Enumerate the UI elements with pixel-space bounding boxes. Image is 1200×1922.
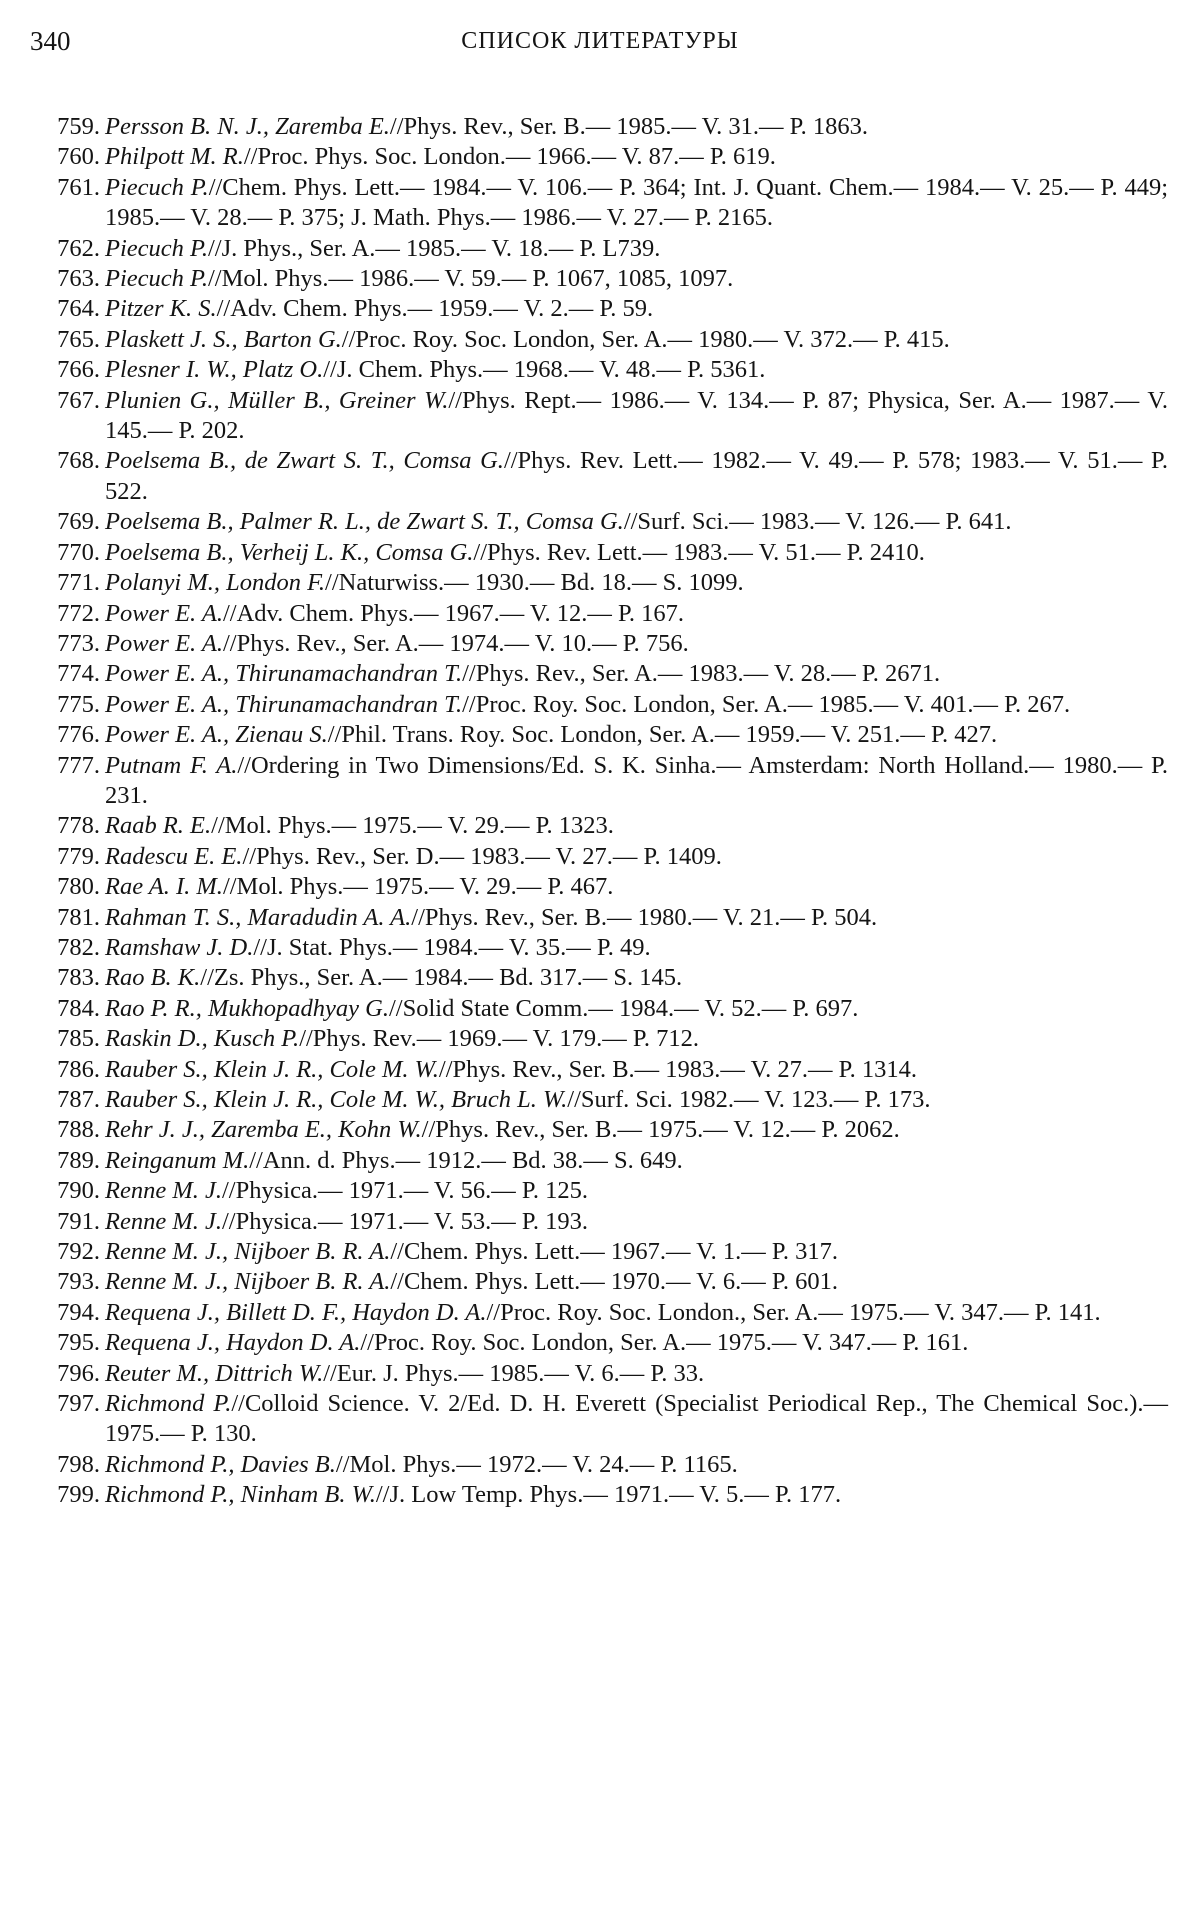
reference-source: //Chem. Phys. Lett.— 1984.— V. 106.— P. 364; Int. J. Quant. Chem.— 1984.— V. 25.— P. 449; 1985.— V. 28.— P. 375; J. Math. Phys.— 1986.— V. 27.— P. 2165.	[105, 173, 1169, 232]
reference-authors: Piecuch P.	[105, 265, 208, 293]
reference-number: 790.	[57, 1177, 100, 1205]
reference-number: 774.	[57, 660, 100, 688]
reference-source: //Ann. d. Phys.— 1912.— Bd. 38.— S. 649.	[249, 1146, 683, 1174]
reference-entry	[28, 538, 1168, 568]
reference-source: //Proc. Roy. Soc. London, Ser. A.— 1975.— V. 347.— P. 161.	[360, 1329, 969, 1357]
reference-authors: Poelsema B., Verheij L. K., Comsa G.	[105, 538, 474, 566]
reference-entry	[28, 1359, 1168, 1389]
reference-authors: Radescu E. E.	[105, 842, 243, 870]
reference-authors: Poelsema B., de Zwart S. T., Comsa G.	[105, 447, 504, 475]
reference-entry	[28, 903, 1168, 933]
reference-number: 798.	[57, 1450, 100, 1478]
reference-authors: Plaskett J. S., Barton G.	[105, 325, 342, 353]
reference-authors: Ramshaw J. D.	[105, 933, 254, 961]
reference-source: //Zs. Phys., Ser. A.— 1984.— Bd. 317.— S. 145.	[200, 964, 683, 992]
reference-authors: Renne M. J., Nijboer B. R. A.	[105, 1238, 391, 1266]
reference-source: //Chem. Phys. Lett.— 1970.— V. 6.— P. 601.	[390, 1268, 838, 1296]
reference-source: //Surf. Sci.— 1983.— V. 126.— P. 641.	[623, 508, 1012, 536]
reference-number: 767.	[57, 386, 100, 414]
reference-number: 782.	[57, 933, 100, 961]
reference-number: 786.	[57, 1055, 100, 1083]
reference-authors: Poelsema B., Palmer R. L., de Zwart S. T., Comsa G.	[105, 508, 624, 536]
reference-number: 770.	[57, 538, 100, 566]
reference-number: 787.	[57, 1086, 100, 1113]
reference-number: 789.	[57, 1146, 100, 1174]
reference-source: //Proc. Phys. Soc. London.— 1966.— V. 87.— P. 619.	[243, 143, 776, 171]
reference-number: 773.	[57, 629, 100, 657]
reference-source: //Phys. Rev., Ser. B.— 1983.— V. 27.— P. 1314.	[438, 1055, 917, 1083]
reference-number: 793.	[57, 1268, 100, 1296]
reference-number: 760.	[57, 143, 100, 171]
reference-entry	[28, 1267, 1168, 1297]
reference-entry	[28, 811, 1168, 841]
reference-authors: Raab R. E.	[105, 812, 212, 840]
reference-number: 759.	[57, 113, 100, 140]
reference-source: //J. Chem. Phys.— 1968.— V. 48.— P. 5361.	[323, 356, 766, 384]
reference-authors: Rehr J. J., Zaremba E., Kohn W.	[105, 1116, 422, 1144]
reference-authors: Plunien G., Müller B., Greiner W.	[105, 386, 449, 414]
reference-authors: Rao P. R., Mukhopadhyay G.	[105, 994, 389, 1022]
reference-number: 772.	[57, 599, 100, 627]
reference-source: //Adv. Chem. Phys.— 1967.— V. 12.— P. 167.	[222, 599, 684, 627]
reference-authors: Power E. A., Thirunamachandran T.	[105, 690, 463, 718]
reference-source: //Surf. Sci. 1982.— V. 123.— P. 173.	[567, 1086, 931, 1113]
reference-entry	[28, 1207, 1168, 1237]
reference-entry	[28, 507, 1168, 537]
reference-authors: Renne M. J., Nijboer B. R. A.	[105, 1268, 391, 1296]
reference-authors: Renne M. J.	[105, 1177, 222, 1205]
reference-authors: Power E. A.	[105, 599, 223, 627]
reference-number: 775.	[57, 690, 100, 718]
reference-authors: Power E. A., Zienau S.	[105, 721, 328, 749]
reference-authors: Richmond P.	[105, 1390, 232, 1418]
reference-source: //Phys. Rept.— 1986.— V. 134.— P. 87; Physica, Ser. A.— 1987.— V. 145.— P. 202.	[105, 386, 1168, 445]
reference-entry	[28, 1085, 1168, 1115]
reference-entry	[28, 264, 1168, 294]
reference-entry	[28, 386, 1168, 447]
reference-authors: Rahman T. S., Maradudin A. A.	[105, 903, 412, 931]
reference-authors: Rae A. I. M.	[105, 873, 223, 901]
reference-number: 792.	[57, 1238, 100, 1266]
reference-authors: Power E. A., Thirunamachandran T.	[105, 660, 463, 688]
reference-source: //Phys. Rev., Ser. B.— 1975.— V. 12.— P. 2062.	[421, 1116, 900, 1144]
reference-entry	[28, 1024, 1168, 1054]
reference-source: //Ordering in Two Dimensions/Ed. S. K. Sinha.— Amsterdam: North Holland.— 1980.— P. 231.	[105, 751, 1169, 809]
reference-entry	[28, 842, 1168, 872]
reference-source: //Naturwiss.— 1930.— Bd. 18.— S. 1099.	[325, 569, 744, 597]
reference-source: //Mol. Phys.— 1986.— V. 59.— P. 1067, 1085, 1097.	[207, 265, 734, 293]
reference-entry	[28, 112, 1168, 142]
reference-source: //Chem. Phys. Lett.— 1967.— V. 1.— P. 317.	[390, 1238, 838, 1266]
reference-entry	[28, 1298, 1168, 1328]
reference-authors: Piecuch P.	[105, 234, 208, 262]
reference-entry	[28, 325, 1168, 355]
reference-source: //Proc. Roy. Soc. London, Ser. A.— 1980.— V. 372.— P. 415.	[341, 325, 950, 353]
reference-entry	[28, 1389, 1168, 1450]
reference-entry	[28, 173, 1168, 234]
reference-entry	[28, 1328, 1168, 1358]
reference-number: 761.	[57, 173, 100, 201]
reference-number: 797.	[57, 1390, 100, 1418]
reference-number: 765.	[57, 325, 100, 353]
reference-entry	[28, 1146, 1168, 1176]
reference-authors: Renne M. J.	[105, 1207, 222, 1235]
reference-number: 788.	[57, 1116, 100, 1144]
reference-authors: Reuter M., Dittrich W.	[105, 1359, 324, 1387]
reference-authors: Polanyi M., London F.	[105, 569, 326, 597]
reference-number: 784.	[57, 994, 100, 1022]
reference-number: 795.	[57, 1329, 100, 1357]
reference-source: //Mol. Phys.— 1975.— V. 29.— P. 1323.	[211, 812, 614, 840]
reference-source: //Proc. Roy. Soc. London., Ser. A.— 1975.— V. 347.— P. 141.	[486, 1298, 1101, 1326]
reference-authors: Reinganum M.	[105, 1146, 250, 1174]
reference-source: //Phys. Rev. Lett.— 1983.— V. 51.— P. 2410.	[473, 538, 925, 566]
reference-number: 796.	[57, 1359, 100, 1387]
reference-entry	[28, 446, 1168, 507]
reference-number: 768.	[57, 447, 100, 475]
reference-number: 785.	[57, 1025, 100, 1053]
reference-entry	[28, 234, 1168, 264]
reference-authors: Plesner I. W., Platz O.	[105, 356, 324, 384]
reference-authors: Rauber S., Klein J. R., Cole M. W.	[105, 1055, 439, 1083]
reference-entry	[28, 1237, 1168, 1267]
reference-authors: Persson B. N. J., Zaremba E.	[105, 113, 390, 140]
reference-source: //Eur. J. Phys.— 1985.— V. 6.— P. 33.	[323, 1359, 705, 1387]
reference-entry	[28, 629, 1168, 659]
reference-entry	[28, 599, 1168, 629]
reference-authors: Putnam F. A.	[105, 751, 238, 779]
reference-number: 791.	[57, 1207, 100, 1235]
reference-number: 766.	[57, 356, 100, 384]
reference-source: //Phys. Rev., Ser. A.— 1983.— V. 28.— P. 2671.	[462, 660, 941, 688]
reference-entry	[28, 1055, 1168, 1085]
reference-authors: Requena J., Haydon D. A.	[105, 1329, 361, 1357]
reference-source: //Phil. Trans. Roy. Soc. London, Ser. A.— 1959.— V. 251.— P. 427.	[327, 721, 998, 749]
reference-number: 778.	[57, 812, 100, 840]
reference-source: //Phys. Rev.— 1969.— V. 179.— P. 712.	[299, 1025, 699, 1053]
reference-source: //Phys. Rev., Ser. D.— 1983.— V. 27.— P. 1409.	[242, 842, 722, 870]
reference-number: 799.	[57, 1481, 100, 1509]
reference-source: //Phys. Rev., Ser. B.— 1985.— V. 31.— P. 1863.	[389, 113, 868, 140]
reference-source: //Proc. Roy. Soc. London, Ser. A.— 1985.— V. 401.— P. 267.	[462, 690, 1071, 718]
reference-authors: Power E. A.	[105, 629, 223, 657]
reference-number: 764.	[57, 295, 100, 323]
reference-source: //Phys. Rev., Ser. B.— 1980.— V. 21.— P. 504.	[411, 903, 878, 931]
reference-authors: Raskin D., Kusch P.	[105, 1025, 300, 1053]
reference-entry	[28, 690, 1168, 720]
reference-number: 783.	[57, 964, 100, 992]
reference-entry	[28, 720, 1168, 750]
reference-number: 777.	[57, 751, 100, 779]
reference-number: 762.	[57, 234, 100, 262]
reference-entry	[28, 355, 1168, 385]
reference-source: //J. Low Temp. Phys.— 1971.— V. 5.— P. 177.	[375, 1481, 842, 1509]
reference-authors: Pitzer K. S.	[105, 295, 217, 323]
reference-list	[28, 112, 1168, 1511]
reference-authors: Requena J., Billett D. F., Haydon D. A.	[105, 1298, 487, 1326]
reference-entry	[28, 1115, 1168, 1145]
reference-source: //Adv. Chem. Phys.— 1959.— V. 2.— P. 59.	[216, 295, 654, 323]
reference-authors: Philpott M. R.	[105, 143, 244, 171]
running-title: СПИСОК ЛИТЕРАТУРЫ	[461, 28, 739, 54]
reference-number: 779.	[57, 842, 100, 870]
reference-number: 776.	[57, 721, 100, 749]
reference-entry	[28, 933, 1168, 963]
reference-entry	[28, 751, 1168, 812]
reference-authors: Richmond P., Ninham B. W.	[105, 1481, 376, 1509]
reference-entry	[28, 1450, 1168, 1480]
reference-source: //Physica.— 1971.— V. 56.— P. 125.	[222, 1177, 588, 1205]
reference-entry	[28, 659, 1168, 689]
reference-entry	[28, 294, 1168, 324]
reference-source: //Solid State Comm.— 1984.— V. 52.— P. 697.	[388, 994, 859, 1022]
reference-entry	[28, 568, 1168, 598]
reference-number: 771.	[57, 569, 100, 597]
page-number: 340	[30, 26, 71, 56]
reference-source: //J. Phys., Ser. A.— 1985.— V. 18.— P. L739.	[207, 234, 661, 262]
reference-entry	[28, 963, 1168, 993]
reference-entry	[28, 142, 1168, 172]
page-header	[30, 26, 1170, 66]
reference-authors: Rao B. K.	[105, 964, 201, 992]
reference-source: //Phys. Rev., Ser. A.— 1974.— V. 10.— P. 756.	[222, 629, 689, 657]
reference-number: 794.	[57, 1298, 100, 1326]
reference-number: 769.	[57, 508, 100, 536]
reference-entry	[28, 1176, 1168, 1206]
reference-source: //J. Stat. Phys.— 1984.— V. 35.— P. 49.	[253, 933, 651, 961]
reference-number: 780.	[57, 873, 100, 901]
reference-authors: Piecuch P.	[105, 173, 209, 201]
reference-number: 781.	[57, 903, 100, 931]
reference-entry	[28, 994, 1168, 1024]
reference-source: //Phys. Rev. Lett.— 1982.— V. 49.— P. 578; 1983.— V. 51.— P. 522.	[105, 447, 1168, 505]
reference-authors: Rauber S., Klein J. R., Cole M. W., Bruch L. W.	[105, 1086, 568, 1113]
reference-source: //Physica.— 1971.— V. 53.— P. 193.	[222, 1207, 588, 1235]
reference-entry	[28, 872, 1168, 902]
reference-entry	[28, 1480, 1168, 1510]
reference-authors: Richmond P., Davies B.	[105, 1450, 336, 1478]
reference-source: //Mol. Phys.— 1972.— V. 24.— P. 1165.	[335, 1450, 738, 1478]
reference-source: //Mol. Phys.— 1975.— V. 29.— P. 467.	[222, 873, 614, 901]
reference-number: 763.	[57, 265, 100, 293]
reference-source: //Colloid Science. V. 2/Ed. D. H. Everett (Specialist Periodical Rep., The Chemical Soc.).— 1975.— P. 130.	[105, 1390, 1168, 1448]
